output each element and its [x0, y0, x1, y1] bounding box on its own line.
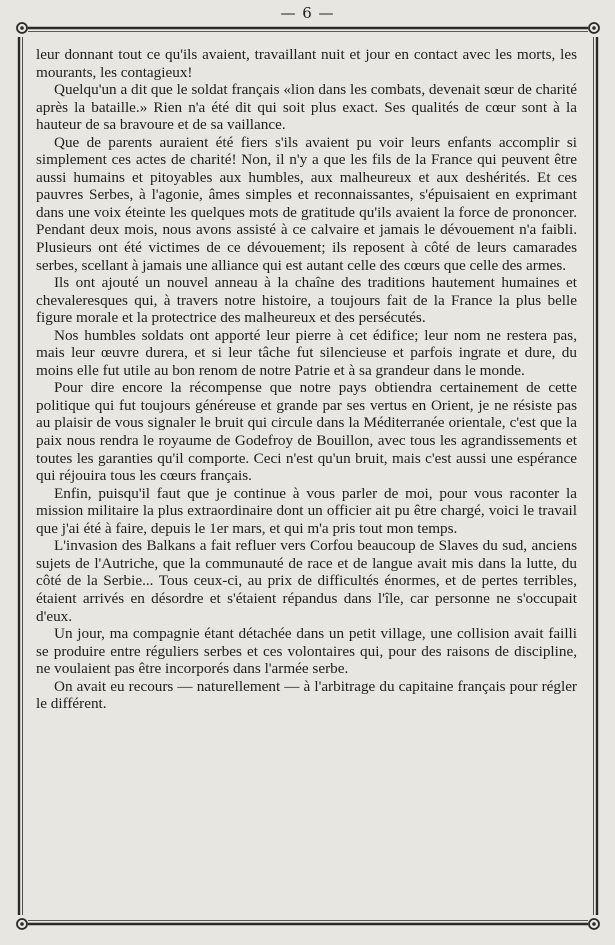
paragraph: Nos humbles soldats ont apporté leur pierre à cet édifice; leur nom ne restera pas, mais leur œuvre durera, et si leur tâche fut silencieuse et parfois ingrate et dure, du moins elle fut utile au bon renom de notre Patrie et à sa grandeur dans le monde. [36, 326, 577, 379]
paragraph: L'invasion des Balkans a fait refluer vers Corfou beaucoup de Slaves du sud, anciens sujets de l'Autriche, que la communauté de race et de langue avait mis dans la lutte, du côté de la Serbie... Tous ceux-ci, au prix de difficultés énormes, et de pertes terribles, étaient arrivés en désordre et s'étaient répandus dans l'île, car personne ne s'occupait d'eux. [36, 537, 577, 625]
body-text [36, 46, 577, 713]
paragraph: On avait eu recours — naturellement — à l'arbitrage du capitaine français pour régler le différent. [36, 677, 577, 713]
paragraph: Quelqu'un a dit que le soldat français «lion dans les combats, devenait sœur de charité après la bataille.» Rien n'a été dit qui soit plus exact. Ses qualités de cœur sont à la hauteur de sa bravoure et de sa vaillance. [36, 81, 577, 134]
paragraph: Pour dire encore la récompense que notre pays obtiendra certainement de cette politique qui fut toujours généreuse et grande par ses vertus en Orient, je ne résiste pas au plaisir de vous signaler le bruit qui circule dans la Méditerranée orientale, c'est que la paix nous rendra le royaume de Godefroy de Bouillon, avec tous les agrandissements et toutes les garanties qu'il comporte. Ceci n'est qu'un bruit, mais c'est aussi une espérance qui réjouira tous les cœurs français. [36, 379, 577, 485]
paragraph: Ils ont ajouté un nouvel anneau à la chaîne des traditions hautement humaines et chevaleresques qui, à travers notre histoire, a toujours fait de la France la plus belle figure morale et la protectrice des malheureux et des persécutés. [36, 274, 577, 327]
page-number: — 6 — [280, 4, 335, 22]
paragraph: Enfin, puisqu'il faut que je continue à vous parler de moi, pour vous raconter la mission militaire la plus extraordinaire dont un officier ait pu être chargé, voici le travail que j'ai été à faire, depuis le 1er mars, et qui m'a pris tout mon temps. [36, 484, 577, 537]
paragraph: leur donnant tout ce qu'ils avaient, travaillant nuit et jour en contact avec les morts, les mourants, les contagieux! [36, 46, 577, 81]
paragraph: Que de parents auraient été fiers s'ils avaient pu voir leurs enfants accomplir si simplement ces actes de charité! Non, il n'y a que les fils de la France qui peuvent être aussi humains et pitoyables aux humbles, aux malheureux et aux deshérités. Et ces pauvres Serbes, à l'agonie, âmes simples et reconnaissantes, s'épuisaient en exprimant dans une voix éteinte les quelques mots de gratitude qu'ils avaient la force de prononcer. Pendant deux mois, nous avons assisté à ce calvaire et jamais le dévouement n'a faibli. Plusieurs ont été victimes de ce dévouement; ils reposent à côté de leurs camarades serbes, scellant à jamais une alliance qui est autant celle des cœurs que celle des armes. [36, 133, 577, 274]
paragraph: Un jour, ma compagnie étant détachée dans un petit village, une collision avait failli se produire entre réguliers serbes et ces volontaires qui, pour des raisons de discipline, ne voulaient pas être incorporés dans l'armée serbe. [36, 625, 577, 678]
